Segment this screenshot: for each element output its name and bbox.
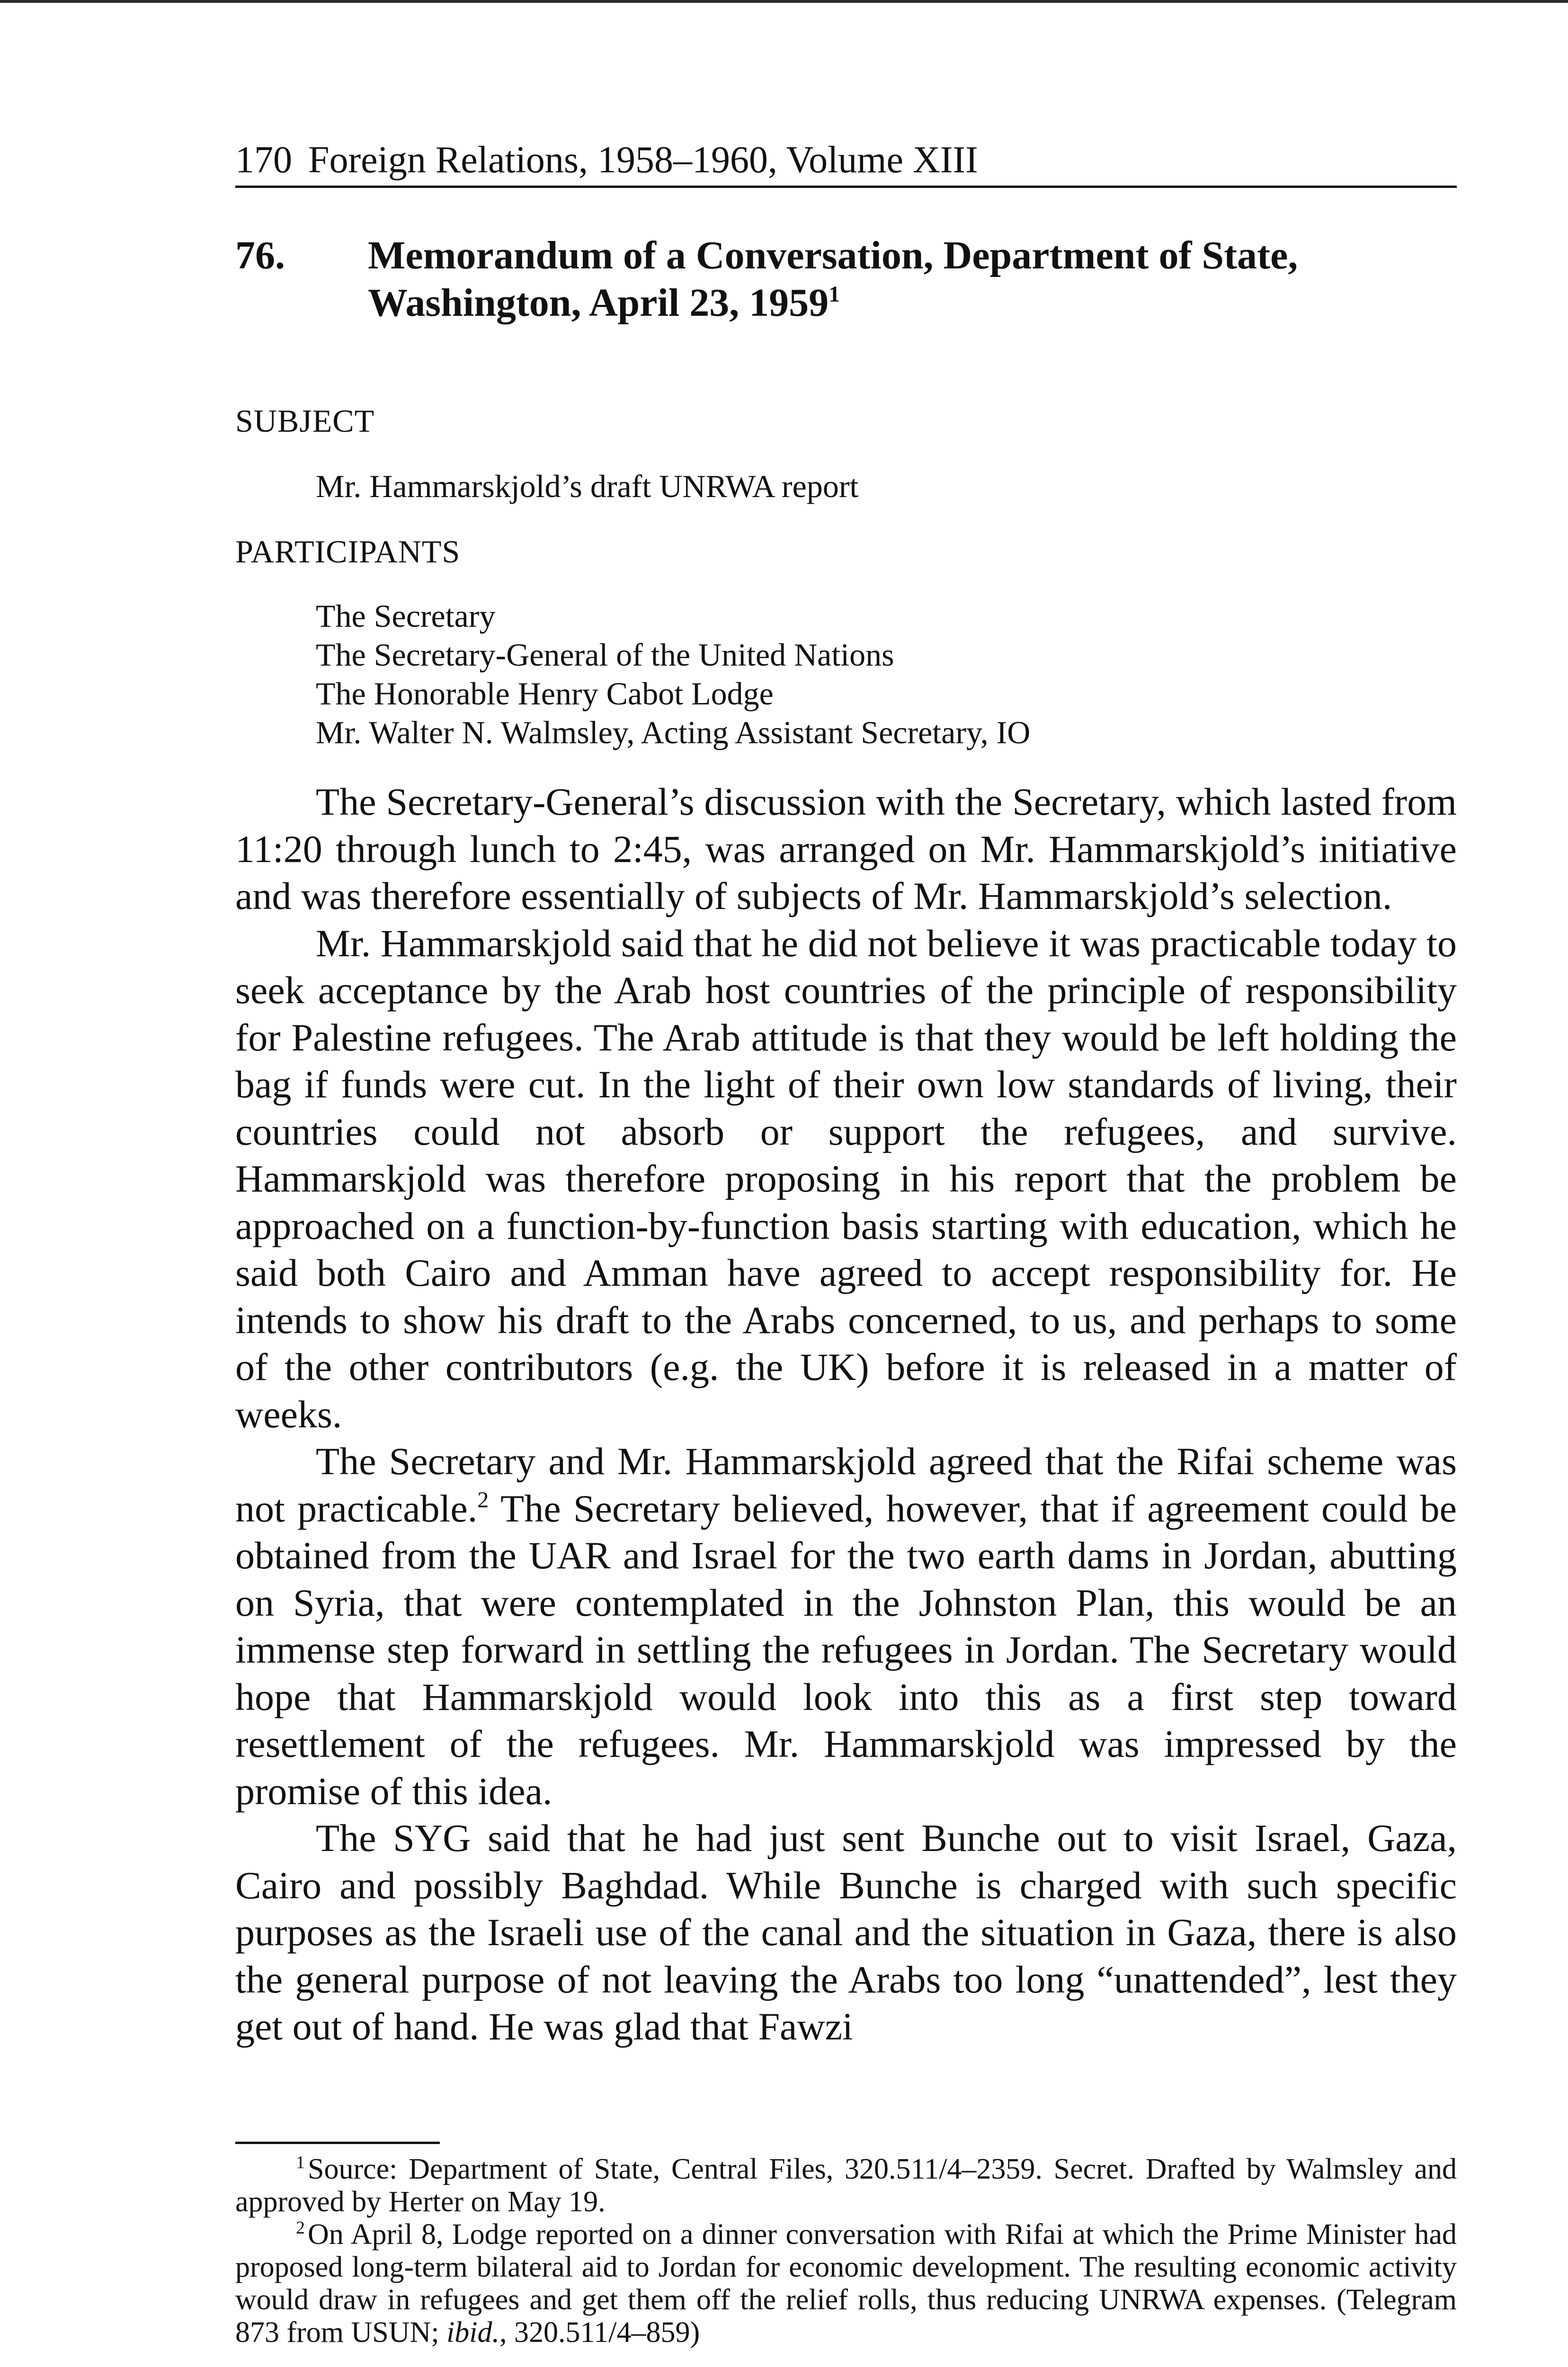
subject-text-block xyxy=(316,467,858,506)
footnote-ref-1: 1 xyxy=(829,282,840,307)
document-number: 76. xyxy=(235,233,285,277)
document-title-text: Memorandum of a Conversation, Department of State, Washington, April 23, 1959 xyxy=(368,233,1298,325)
document-heading xyxy=(235,232,1457,327)
running-title: Foreign Relations, 1958–1960, Volume XIII xyxy=(308,139,978,181)
footnote-2-marker: 2 xyxy=(296,2218,305,2238)
body-paragraph-1: The Secretary-General’s discussion with the Secretary, which lasted from 11:20 through lunch to 2:45, was arranged on Mr. Hammarskjold’s initiative and was therefore essentially of subjects of Mr. Hammarskjold’s selection. xyxy=(235,780,1457,917)
footnote-1-text: Source: Department of State, Central Files, 320.511/4–2359. Secret. Drafted by Walmsley and approved by Herter on May 19. xyxy=(235,2153,1457,2218)
page-number: 170 xyxy=(235,139,292,181)
scan-top-edge xyxy=(0,0,1568,3)
body-paragraph-2: Mr. Hammarskjold said that he did not believe it was practicable today to seek acceptance by the Arab host countries of the principle of responsibility for Palestine refugees. The Arab attitude is that they would be left holding the bag if funds were cut. In the light of their own low standards of living, their countries could not absorb or support the refugees, and survive. Hammarskjold was therefore proposing in his report that the problem be approached on a function-by-function basis starting with education, which he said both Cairo and Amman have agreed to accept responsibility for. He intends to show his draft to the Arabs concerned, to us, and perhaps to some of the other contributors (e.g. the UK) before it is released in a matter of weeks. xyxy=(235,921,1457,1436)
footnotes xyxy=(235,2153,1457,2349)
body-paragraph-3-part-b: The Secretary believed, however, that if agreement could be obtained from the UAR and Israel for the two earth dams in Jordan, abutting on Syria, that were contemplated in the Johnston Plan, this would be an immense step forward in settling the refugees in Jordan. The Secretary would hope that Hammarskjold would look into this as a first step toward resettlement of the refugees. Mr. Hammarskjold was impressed by the promise of this idea. xyxy=(235,1486,1457,1813)
footnote-2-text: On April 8, Lodge reported on a dinner conversation with Rifai at which the Prime Minister had proposed long-term bilateral aid to Jordan for economic development. The resulting economic activity would draw in refugees and get them off the relief rolls, thus reducing UNRWA expenses. (Telegram 873 from USUN; xyxy=(235,2218,1457,2349)
subject-label: SUBJECT xyxy=(235,403,375,439)
subject-text: Mr. Hammarskjold’s draft UNRWA report xyxy=(316,468,859,504)
footnote-2-ibid: ibid. xyxy=(446,2316,500,2349)
participants-list xyxy=(316,596,1030,752)
body-paragraph-3 xyxy=(235,1438,1457,1815)
body-paragraph-4: The SYG said that he had just sent Bunche out to visit Israel, Gaza, Cairo and possibly Baghdad. While Bunche is charged with such specific purposes as the Israeli use of the canal and the situation in Gaza, there is also the general purpose of not leaving the Arabs too long “unattended”, lest they get out of hand. He was glad that Fawzi xyxy=(235,1816,1457,2048)
participant-item: The Honorable Henry Cabot Lodge xyxy=(316,676,774,712)
footnote-2 xyxy=(235,2218,1457,2349)
running-header xyxy=(235,136,1457,188)
body-paragraph-3-part-a: The Secretary and Mr. Hammarskjold agreed that the Rifai scheme was not practicable. xyxy=(235,1440,1457,1530)
footnote-2-citation: , 320.511/4–859) xyxy=(499,2316,700,2349)
document-title xyxy=(368,232,1433,327)
footnote-ref-2: 2 xyxy=(477,1487,489,1513)
footnote-divider xyxy=(235,2142,440,2144)
footnote-1 xyxy=(235,2153,1457,2218)
participant-item: The Secretary xyxy=(316,598,496,634)
participants-label: PARTICIPANTS xyxy=(235,534,461,570)
participant-item: The Secretary-General of the United Nations xyxy=(316,637,894,673)
memo-body xyxy=(235,778,1457,2050)
participant-item: Mr. Walter N. Walmsley, Acting Assistant Secretary, IO xyxy=(316,714,1031,750)
footnote-1-marker: 1 xyxy=(296,2153,305,2172)
